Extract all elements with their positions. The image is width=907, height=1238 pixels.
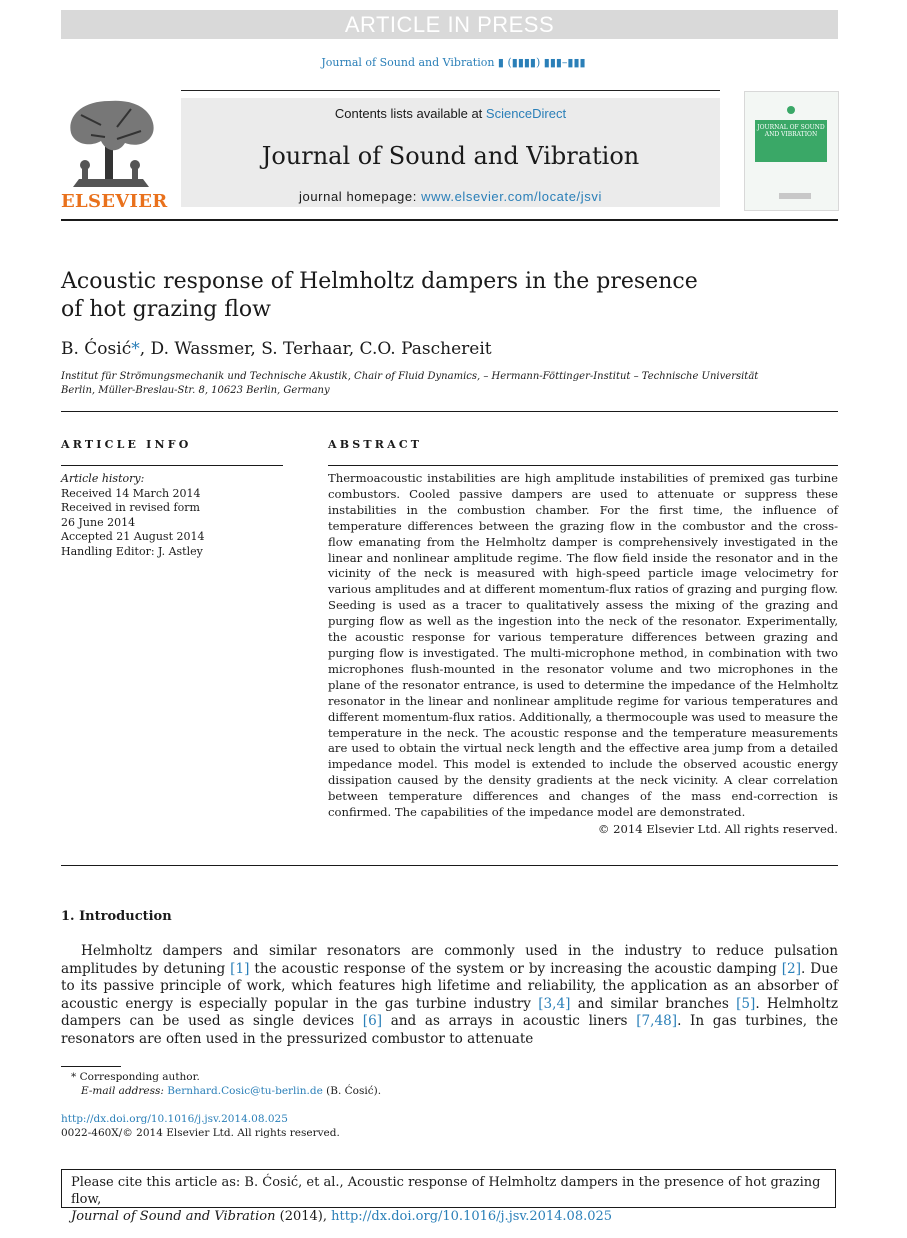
history-label: Article history: (61, 472, 145, 485)
intro-text-1: Helmholtz dampers and similar resonators are commonly used in the industry to reduce pulsation amplitudes by detuning (61, 943, 838, 977)
revised-label: Received in revised form (61, 501, 200, 514)
cite-prefix: Please cite this article as: B. Ćosić, et al., Acoustic response of Helmholtz dampers in the presence of hot grazing flow, (71, 1175, 821, 1207)
contents-prefix: Contents lists available at (334, 106, 486, 121)
sciencedirect-link[interactable]: ScienceDirect (485, 106, 567, 121)
author-list (61, 339, 492, 359)
intro-text-3: . Due to its passive principle of work, which features high lifetime and reliability, the application as an absorber of acoustic energy is especially popular in the gas turbine industry (61, 960, 839, 1012)
homepage-link[interactable]: www.elsevier.com/locate/jsvi (421, 189, 602, 204)
citation-ref-5[interactable]: [5] (736, 995, 756, 1012)
cover-emblem-icon (787, 106, 795, 114)
cite-journal: Journal of Sound and Vibration (71, 1209, 276, 1224)
received-date: Received 14 March 2014 (61, 486, 201, 500)
accepted-date: Accepted 21 August 2014 (61, 530, 205, 543)
contents-line (181, 106, 720, 121)
intro-text-2: the acoustic response of the system or by increasing the acoustic damping (249, 960, 782, 977)
corresponding-author-marker[interactable]: * (131, 339, 140, 359)
email-line (61, 1084, 661, 1098)
footnote-rule (61, 1066, 121, 1067)
journal-homepage (181, 189, 720, 204)
abstract-copyright: © 2014 Elsevier Ltd. All rights reserved. (597, 822, 838, 836)
header-divider (61, 411, 838, 412)
journal-title: Journal of Sound and Vibration (261, 142, 640, 170)
doi-link[interactable]: http://dx.doi.org/10.1016/j.jsv.2014.08.025 (61, 1113, 288, 1125)
intro-text-6: and as arrays in acoustic liners (382, 1013, 637, 1029)
journal-header-box (181, 98, 720, 207)
email-owner: (B. Ćosić). (322, 1085, 382, 1097)
citation-ref-2[interactable]: [2] (781, 960, 802, 977)
doi-block (61, 1112, 340, 1140)
citation-ref-3-4[interactable]: [3,4] (538, 995, 571, 1012)
intro-text-7: . In gas turbines, the resonators are often used in the pressurized combustor to attenuate (61, 1013, 838, 1047)
elsevier-wordmark: ELSEVIER (61, 191, 168, 212)
corresponding-author-note: * Corresponding author. (71, 1071, 200, 1083)
title-line-1: Acoustic response of Helmholtz dampers in the presence (61, 269, 698, 294)
article-in-press-banner: ARTICLE IN PRESS (61, 10, 838, 39)
revised-date: 26 June 2014 (61, 515, 136, 529)
intro-text-4: and similar branches (570, 995, 737, 1012)
article-info-rule (61, 465, 283, 466)
citation-ref-1[interactable]: [1] (230, 960, 250, 977)
footnote (61, 1070, 661, 1098)
article-history (61, 472, 283, 559)
citation-ref-6[interactable]: [6] (362, 1013, 383, 1029)
abstract-rule (328, 465, 838, 466)
affiliation-line-1: Institut für Strömungsmechanik und Technische Akustik, Chair of Fluid Dynamics, – Hermann-Föttinger-Institut – Technische Universität (61, 371, 759, 382)
cite-this-article-box (61, 1169, 836, 1224)
co-authors: , D. Wassmer, S. Terhaar, C.O. Paschereit (139, 339, 492, 359)
cite-doi-link[interactable]: http://dx.doi.org/10.1016/j.jsv.2014.08.025 (331, 1209, 613, 1224)
article-info-heading: ARTICLE INFO (61, 438, 192, 451)
abstract-heading: ABSTRACT (328, 438, 423, 451)
masthead-divider (61, 219, 838, 221)
article-title (61, 268, 761, 324)
affiliation (61, 370, 761, 398)
journal-masthead (61, 89, 838, 210)
affiliation-line-2: Berlin, Müller-Breslau-Str. 8, 10623 Berlin, Germany (61, 385, 330, 396)
first-author[interactable]: B. Ćosić (61, 339, 132, 359)
handling-editor: Handling Editor: J. Astley (61, 544, 203, 558)
citation-ref-7-48[interactable]: [7,48] (636, 1013, 678, 1029)
abstract-divider (61, 865, 838, 866)
cover-title: JOURNAL OF SOUND AND VIBRATION (755, 120, 827, 162)
cover-publisher-mark (775, 190, 815, 202)
email-link[interactable]: Bernhard.Cosic@tu-berlin.de (167, 1085, 323, 1097)
cite-source (71, 1208, 826, 1225)
introduction-paragraph (61, 943, 838, 1048)
email-label: E-mail address: (81, 1085, 168, 1097)
journal-cover-thumbnail (744, 91, 839, 211)
header-top-rule (181, 90, 720, 91)
cite-year: (2014), (275, 1209, 332, 1224)
intro-text-5: . Helmholtz dampers can be used as single devices (61, 995, 838, 1029)
issn-copyright: 0022-460X/© 2014 Elsevier Ltd. All rights reserved. (61, 1127, 340, 1139)
journal-issue-link[interactable]: Journal of Sound and Vibration ▮ (▮▮▮▮) ▮▮▮–▮▮▮ (321, 56, 586, 69)
homepage-label: journal homepage: (299, 189, 422, 204)
abstract-text: Thermoacoustic instabilities are high amplitude instabilities of premixed gas turbine combustors. Cooled passive dampers are used to attenuate or suppress these instabilities in the combustion chamber. For the first time, the influence of temperature differences between the grazing flow in the combustor and the cross-flow emanating from the Helmholtz damper is comprehensively investigated in the linear and nonlinear amplitude regime. The flow field inside the resonator and in the vicinity of the neck is measured with high-speed particle image velocimetry for various amplitudes and at different momentum-flux ratios of grazing and purging flow. Seeding is used as a tracer to qualitatively assess the mixing of the grazing and purging flow as well as the ingestion into the neck of the resonator. Experimentally, the acoustic response for various temperature differences between grazing and purging flow is investigated. The multi-microphone method, in combination with two microphones flush-mounted in the resonator volume and two microphones in the plane of the resonator entrance, is used to determine the impedance of the Helmholtz resonator in the linear and nonlinear amplitude regime for various temperatures and different momentum-flux ratios. Additionally, a thermocouple was used to measure the temperature in the neck. The acoustic response and the temperature measurements are used to obtain the virtual neck length and the effective area jump from a detailed impedance model. This model is extended to include the observed acoustic energy dissipation caused by the density gradients at the neck vicinity. A clear correlation between temperature differences and changes of the mass end-correction is confirmed. The capabilities of the impedance model are demonstrated. (328, 471, 838, 820)
section-heading-introduction: 1. Introduction (61, 909, 172, 924)
title-line-2: of hot grazing flow (61, 297, 271, 322)
